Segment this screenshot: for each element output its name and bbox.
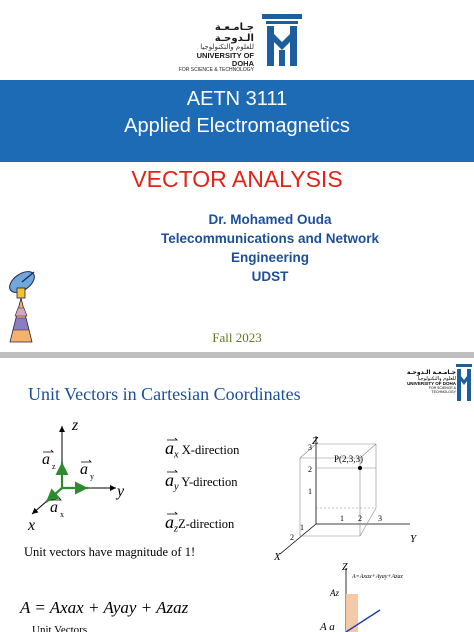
z-tick-3: 3 bbox=[308, 443, 312, 452]
ay-subscript: y bbox=[90, 472, 94, 481]
unit-vectors-slide bbox=[0, 358, 474, 632]
unit-vector-x-symbol: a bbox=[165, 438, 174, 458]
ax-subscript: x bbox=[60, 510, 64, 519]
az-label: a bbox=[42, 451, 50, 468]
unit-vector-y-symbol: a bbox=[165, 470, 174, 490]
small-university-logo-text bbox=[404, 370, 456, 395]
course-code: AETN 3111 bbox=[186, 88, 288, 110]
unit-vector-y-label: Y-direction bbox=[181, 475, 238, 489]
unit-vector-y-subscript: y bbox=[174, 481, 179, 493]
small-az-label: Az bbox=[330, 588, 339, 598]
lecture-title: VECTOR ANALYSIS bbox=[131, 166, 343, 192]
box-x-label: X bbox=[274, 551, 281, 562]
vector-components-diagram bbox=[318, 562, 428, 632]
az-subscript: z bbox=[52, 462, 56, 471]
slide-title: Unit Vectors in Cartesian Coordinates bbox=[28, 384, 301, 404]
small-logo-arabic-line1: جـامـعـة الـدوحـة bbox=[406, 369, 456, 376]
y-tick-2: 2 bbox=[358, 514, 362, 523]
z-tick-2: 2 bbox=[308, 465, 312, 474]
unit-vector-arrows bbox=[165, 436, 187, 546]
axes-diagram bbox=[16, 416, 136, 536]
author-department-line2: Engineering bbox=[230, 250, 309, 265]
logo-english-line1: UNIVERSITY OF DOHA bbox=[196, 50, 254, 68]
unit-vector-z-subscript: z bbox=[174, 523, 179, 535]
ax-label: a bbox=[50, 499, 58, 516]
unit-vector-z-symbol: a bbox=[165, 512, 174, 532]
university-logo-icon bbox=[260, 12, 304, 72]
author-block bbox=[120, 210, 420, 286]
university-logo-text bbox=[176, 22, 254, 74]
small-bottom-label: A a bbox=[320, 621, 335, 632]
course-name: Applied Electromagnetics bbox=[124, 115, 350, 137]
y-tick-1: 1 bbox=[340, 514, 344, 523]
magnitude-note: Unit vectors have magnitude of 1! bbox=[24, 545, 196, 559]
course-band bbox=[0, 80, 474, 162]
author-institution: UDST bbox=[251, 269, 289, 284]
box-y-label: Y bbox=[410, 533, 417, 545]
ay-label: a bbox=[80, 461, 88, 478]
z-axis-label: z bbox=[72, 417, 79, 434]
x-axis-label: x bbox=[28, 517, 36, 534]
x-tick-2: 2 bbox=[290, 533, 294, 542]
small-university-logo-icon bbox=[456, 364, 472, 404]
vector-equation: A = Axax + Ayay + Azaz bbox=[20, 598, 189, 617]
logo-arabic-line1: جـامـعـة الـدوحـة bbox=[214, 22, 254, 44]
z-tick-1: 1 bbox=[308, 487, 312, 496]
y-axis-label: y bbox=[117, 483, 125, 500]
small-z-label: Z bbox=[342, 562, 348, 573]
small-logo-english-line1: UNIVERSITY OF DOHA bbox=[407, 381, 456, 387]
logo-arabic-line2: للعلوم والتكنولوجيا bbox=[200, 43, 254, 51]
small-logo-english-line2: FOR SCIENCE & TECHNOLOGY bbox=[428, 386, 456, 394]
y-tick-3: 3 bbox=[378, 514, 382, 523]
point-label: P(2,3,3) bbox=[334, 454, 363, 464]
term-label: Fall 2023 bbox=[212, 330, 262, 345]
x-tick-1: 1 bbox=[300, 523, 304, 532]
unit-vector-x-label: X-direction bbox=[181, 443, 240, 457]
unit-vectors-label: Unit Vectors bbox=[32, 624, 88, 632]
small-logo-arabic-line2: للعلوم والتكنولوجيا bbox=[417, 375, 456, 382]
unit-vector-z-label: Z-direction bbox=[178, 517, 235, 531]
box-z-label: Z bbox=[312, 435, 319, 447]
point-box-diagram bbox=[270, 432, 430, 562]
small-equation: A=Axax+Ayay+Azaz bbox=[352, 574, 403, 580]
author-department-line1: Telecommunications and Network bbox=[160, 231, 380, 246]
unit-vector-x-subscript: x bbox=[174, 449, 179, 461]
logo-english-line2: FOR SCIENCE & TECHNOLOGY bbox=[178, 67, 254, 74]
author-name: Dr. Mohamed Ouda bbox=[208, 212, 332, 227]
